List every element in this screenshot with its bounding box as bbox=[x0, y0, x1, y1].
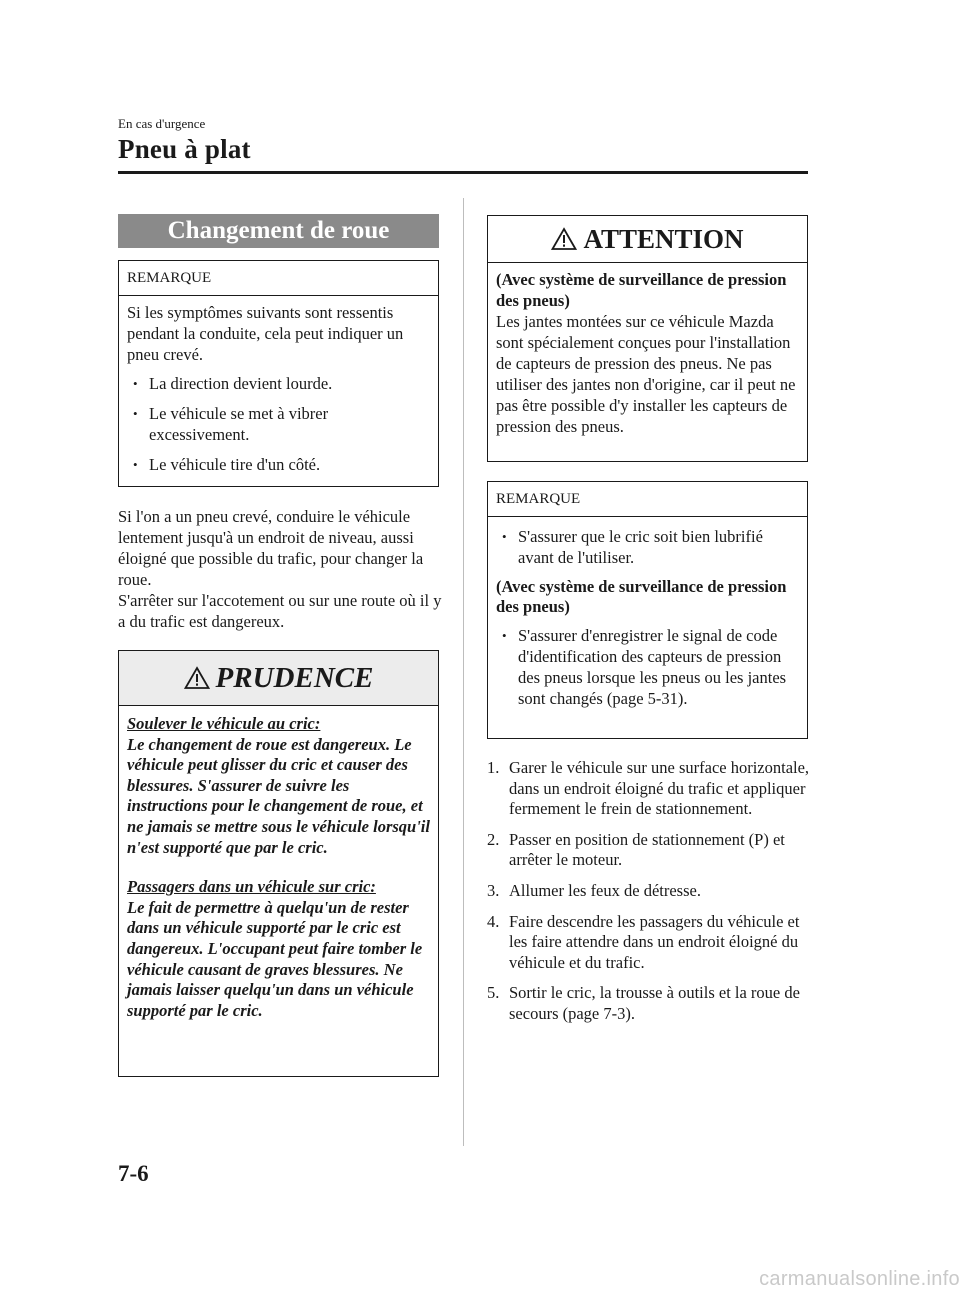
symptom-list bbox=[127, 373, 430, 475]
prudence-subheading-passengers: Passagers dans un véhicule sur cric: bbox=[127, 877, 376, 897]
prudence-box bbox=[118, 650, 439, 1077]
list-item: • Le véhicule tire d'un côté. bbox=[133, 455, 321, 474]
attention-condition: (Avec système de surveillance de pression des pneus) bbox=[496, 270, 787, 310]
step-item: 3. Allumer les feux de détresse. bbox=[487, 880, 701, 900]
intro-paragraph bbox=[118, 506, 448, 632]
attention-text: Les jantes montées sur ce véhicule Mazda sont spécialement conçues pour l'installation de capteurs de pression des pneus. Ne pas utiliser des jantes non d'origine, car il peut ne pas être possible d'y installer les capteurs de pression des pneus. bbox=[496, 312, 796, 436]
note-condition: (Avec système de surveillance de pression des pneus) bbox=[496, 576, 787, 617]
warning-triangle-icon bbox=[184, 666, 210, 690]
bullet-icon: • bbox=[133, 457, 138, 472]
note-body bbox=[488, 517, 807, 709]
attention-box bbox=[487, 215, 808, 462]
paragraph-danger: S'arrêter sur l'accotement ou sur une route où il y a du trafic est dangereux. bbox=[118, 591, 442, 631]
note-heading: REMARQUE bbox=[119, 261, 438, 296]
attention-header bbox=[488, 216, 807, 263]
list-item: • Le véhicule se met à vibrer excessivement. bbox=[133, 404, 329, 444]
column-divider bbox=[463, 198, 464, 1146]
prudence-subheading-jack: Soulever le véhicule au cric: bbox=[127, 714, 321, 733]
bullet-icon: • bbox=[133, 406, 138, 421]
bullet-icon: • bbox=[502, 628, 507, 644]
note-intro: Si les symptômes suivants sont ressentis pendant la conduite, cela peut indiquer un pneu crevé. bbox=[127, 303, 404, 364]
paragraph-flat-tire: Si l'on a un pneu crevé, conduire le véhicule lentement jusqu'à un endroit de niveau, aussi éloigné que possible du trafic, pour changer la roue. bbox=[118, 507, 424, 589]
page-title: Pneu à plat bbox=[118, 134, 251, 164]
watermark: carmanualsonline.info bbox=[759, 1268, 960, 1290]
step-item: 5. Sortir le cric, la trousse à outils et la roue de secours (page 7-3). bbox=[487, 983, 800, 1023]
note-list bbox=[496, 626, 801, 709]
bullet-icon: • bbox=[502, 529, 507, 544]
page-number: 7-6 bbox=[118, 1161, 149, 1186]
list-item: • S'assurer d'enregistrer le signal de code d'identification des capteurs de pression des pneus lorsque les pneus ou les jantes sont changés (page 5-31). bbox=[502, 626, 787, 708]
attention-title: ATTENTION bbox=[583, 223, 744, 254]
note-box-jack bbox=[487, 481, 808, 739]
list-item: • S'assurer que le cric soit bien lubrifié avant de l'utiliser. bbox=[502, 527, 763, 567]
note-box-symptoms bbox=[118, 260, 439, 487]
list-item: • La direction devient lourde. bbox=[133, 374, 333, 393]
note-heading: REMARQUE bbox=[488, 482, 807, 517]
warning-triangle-icon bbox=[551, 227, 577, 251]
prudence-text-passengers: Le fait de permettre à quelqu'un de rester dans un véhicule supporté par le cric est dangereux. L'occupant peut faire tomber le véhicule causant de graves blessures. Ne jamais laisser quelqu'un dans un véhicule supporté par le cric. bbox=[127, 897, 423, 1020]
attention-body bbox=[488, 263, 807, 437]
prudence-body bbox=[119, 706, 438, 1021]
prudence-text-jack: Le changement de roue est dangereux. Le véhicule peut glisser du cric et causer des blessures. S'assurer de suivre les instructions pour le changement de roue, et ne jamais se mettre sous le véhicule lorsqu'il n'est supporté que par le cric. bbox=[127, 734, 430, 857]
prudence-title: PRUDENCE bbox=[215, 661, 374, 694]
note-list bbox=[496, 527, 801, 569]
prudence-header bbox=[119, 651, 438, 706]
procedure-steps bbox=[487, 758, 817, 1035]
step-item: 1. Garer le véhicule sur une surface horizontale, dans un endroit éloigné du trafic et appliquer fermement le frein de stationnement. bbox=[487, 758, 810, 819]
step-item: 2. Passer en position de stationnement (P) et arrêter le moteur. bbox=[487, 829, 785, 870]
step-item: 4. Faire descendre les passagers du véhicule et les faire attendre dans un endroit éloigné du véhicule et du trafic. bbox=[487, 911, 800, 972]
bullet-icon: • bbox=[133, 376, 138, 391]
section-banner: Changement de roue bbox=[118, 214, 439, 248]
section-label: En cas d'urgence bbox=[118, 116, 206, 131]
note-body bbox=[119, 296, 438, 475]
header-rule bbox=[118, 171, 808, 174]
